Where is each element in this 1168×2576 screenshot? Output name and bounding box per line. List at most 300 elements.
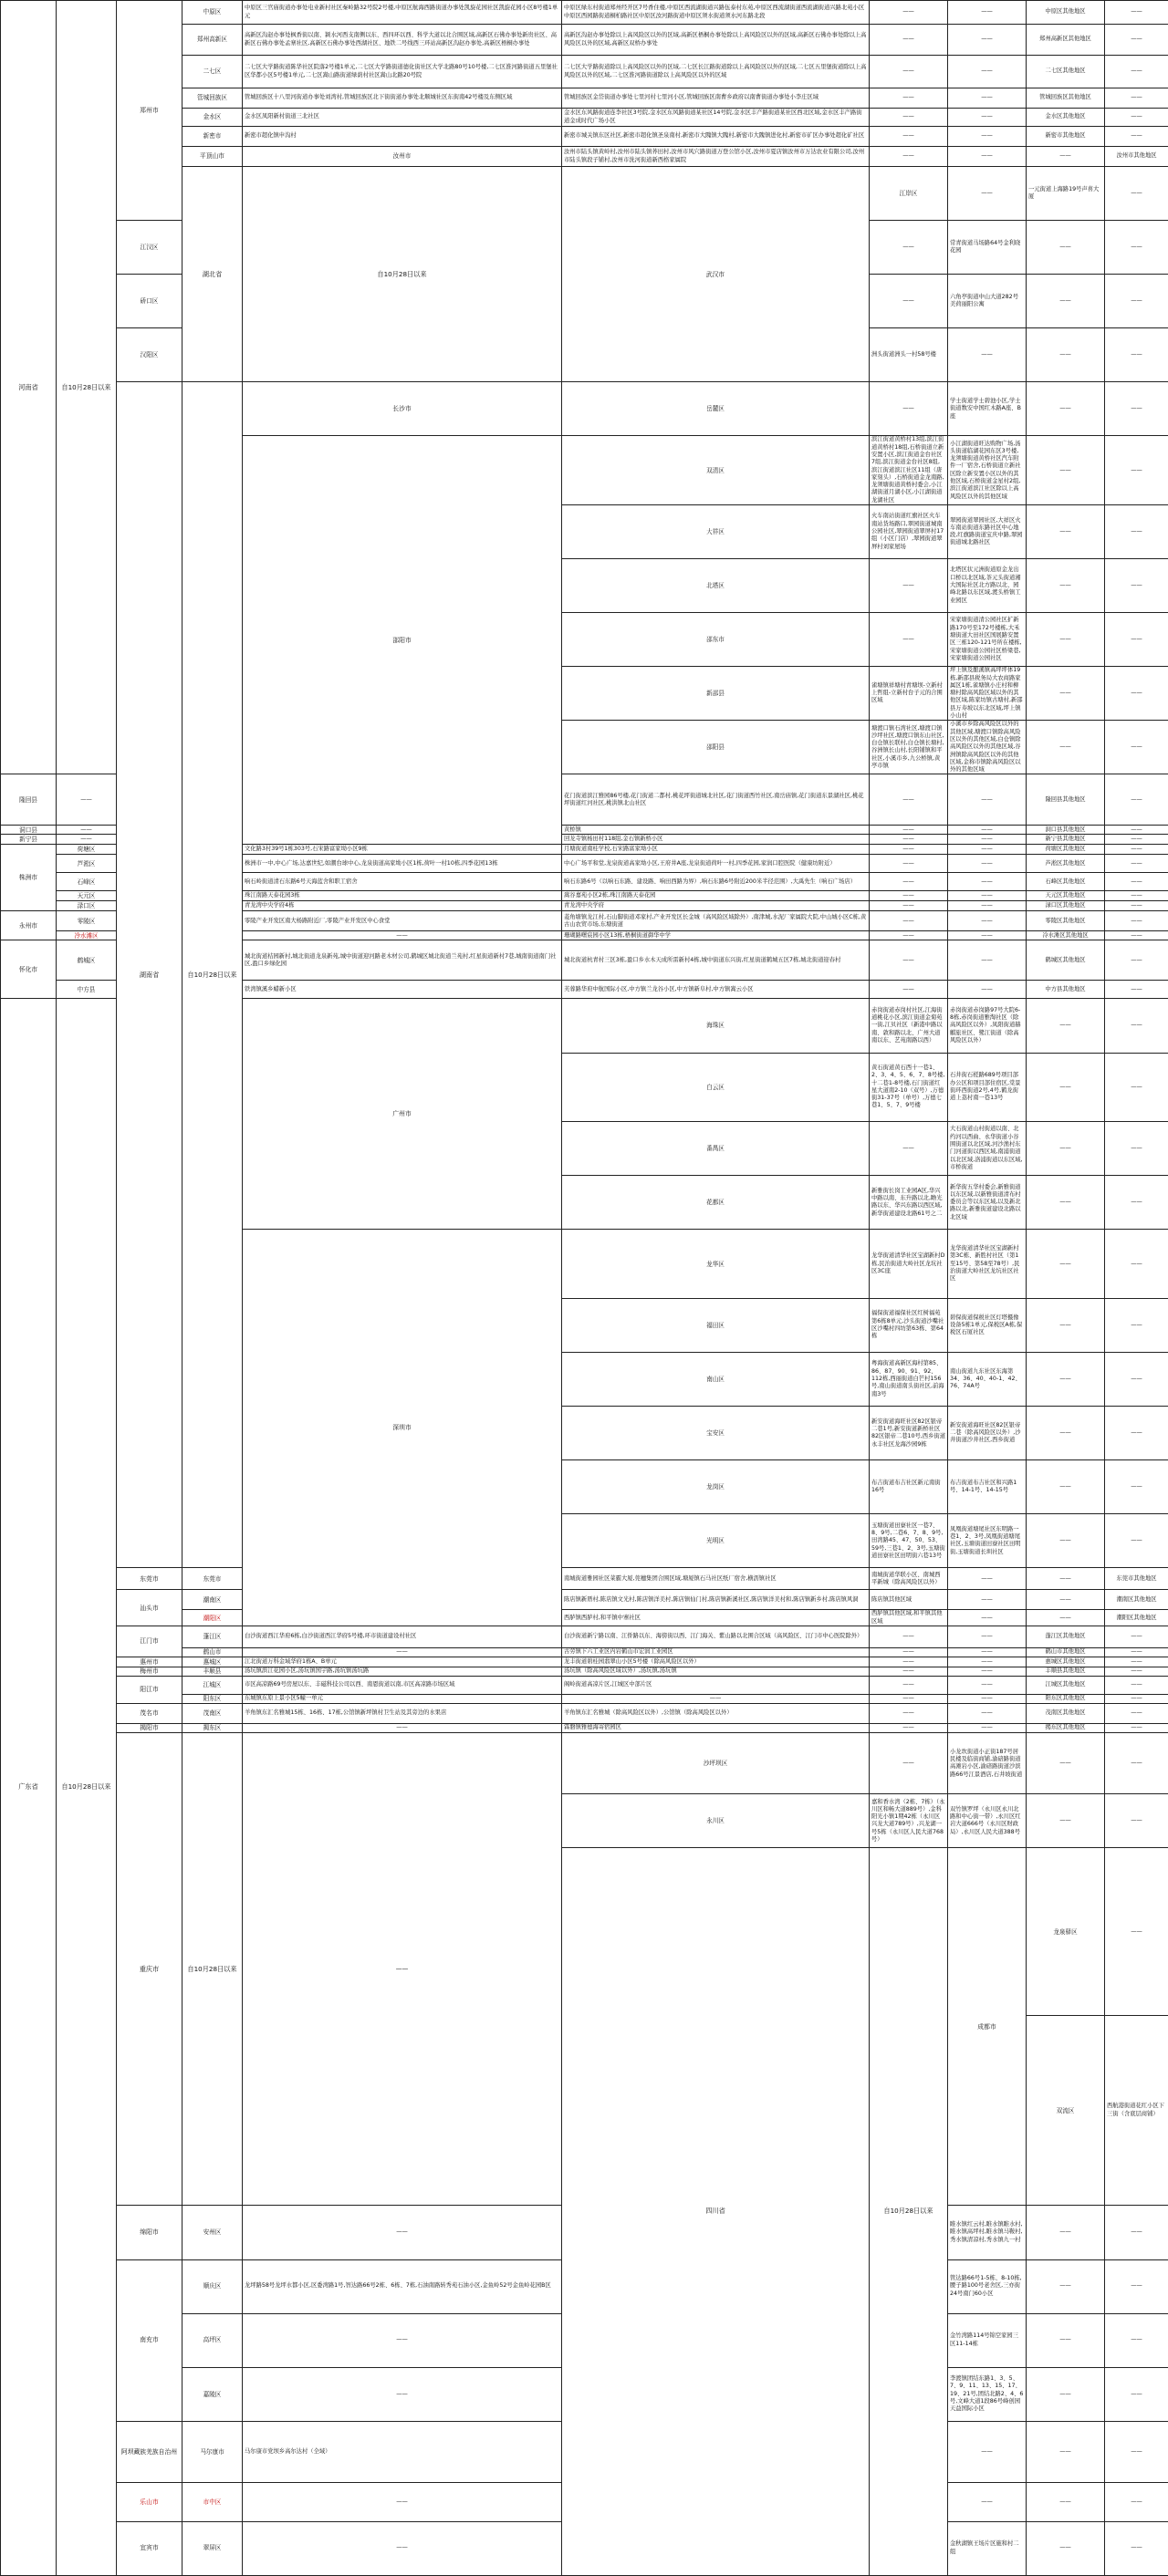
empty-cell: ——	[1027, 382, 1105, 436]
other-area-cell: 新密市其他地区	[1027, 127, 1105, 147]
low-risk-cell: 金水区东风路街道连李社区3号院,金水区东风路街道某社区14号院,金水区丰产路街道某社区西北区域,金水区丰产路街道金成时代广场小区	[562, 109, 870, 127]
empty-cell: ——	[1105, 2206, 1168, 2259]
empty-cell: ——	[948, 25, 1027, 56]
low-risk-cell: 南山街道九东社区东海第34、36、40、40-1、42、76、74A号	[948, 1353, 1027, 1407]
empty-cell: ——	[870, 1704, 948, 1724]
empty-cell: ——	[948, 774, 1027, 826]
other-area-cell: ——	[1105, 845, 1168, 855]
empty-cell: ——	[1027, 1733, 1105, 1794]
district-cell: 番禺区	[562, 1122, 870, 1176]
empty-cell: ——	[948, 1626, 1027, 1648]
other-area-cell: ——	[1105, 940, 1168, 981]
empty-cell: ——	[870, 940, 948, 981]
district-cell: 花都区	[562, 1176, 870, 1230]
empty-cell: ——	[870, 25, 948, 56]
empty-cell: ——	[1105, 275, 1168, 328]
high-risk-cell: ——	[870, 382, 948, 436]
other-area-cell: ——	[1105, 88, 1168, 109]
district-cell: 福田区	[562, 1299, 870, 1353]
city-cell: 东莞市	[117, 1568, 182, 1590]
other-area-cell: ——	[1105, 1648, 1168, 1657]
district-cell: 邵东市	[562, 613, 870, 667]
empty-cell: ——	[948, 1704, 1027, 1724]
district-cell: 嘉陵区	[182, 2367, 243, 2421]
empty-cell: ——	[1027, 1460, 1105, 1514]
low-risk-cell: 布吉街道布吉社区和兴路1号、14-1号、14-15号	[948, 1460, 1027, 1514]
other-area-cell: 潮南区其他地区	[1105, 1590, 1168, 1610]
other-area-cell: 中原区其他地区	[1027, 1, 1105, 25]
low-risk-cell: 小龙坎街道小正街187号居民楼及临街商铺,渝碚路街道高滩岩小区,渝碚路街道沙滨路66号江景酒店,石井坡街道	[948, 1733, 1027, 1794]
empty-cell: ——	[870, 873, 948, 891]
high-risk-cell: ——	[243, 2313, 562, 2367]
district-cell: 天元区	[57, 891, 117, 901]
high-risk-cell: 管城回族区十八里河街道办事处刘湾村,管城回族区北下街街道办事处北顺城社区东街南42号楼及东侧区域	[243, 88, 562, 109]
other-area-cell: ——	[1105, 1, 1168, 25]
high-risk-cell: ——	[243, 931, 562, 940]
other-area-cell: 东莞市其他地区	[1105, 1568, 1168, 1590]
other-area-cell: ——	[1105, 835, 1168, 845]
high-risk-cell: 布吉街道布吉社区新元南街16号	[870, 1460, 948, 1514]
empty-cell: ——	[1105, 1460, 1168, 1514]
empty-cell: ——	[948, 127, 1027, 147]
other-area-cell: 丰顺县其他地区	[1027, 1667, 1105, 1677]
other-area-cell: 潮阳区其他地区	[1105, 1610, 1168, 1626]
table-body	[1, 1, 1168, 2576]
empty-cell: ——	[948, 1568, 1027, 1590]
city-cell: 郑州市	[117, 1, 182, 221]
empty-cell: ——	[870, 1648, 948, 1657]
empty-cell: ——	[948, 845, 1027, 855]
high-risk-cell: 文化路3村39号1栋303号,石宋路富家坳小区9栋	[243, 845, 562, 855]
empty-cell: ——	[1027, 147, 1105, 167]
low-risk-cell: 小江湖街道旺达购物广场,汤头街道临湖花园东区3号楼,龙须塘街道黄桥社区汽车附件一厂宿舍,石桥街道立新社区除立新安置小区以外的其他区域,石桥街道金星村2组,滨江街道滨江社区除以上高风险区以外的其他区域	[948, 436, 1027, 505]
district-cell: 江汉区	[117, 221, 182, 275]
empty-cell: ——	[1105, 221, 1168, 275]
high-risk-cell: ——	[948, 167, 1027, 221]
empty-cell: ——	[948, 109, 1027, 127]
other-area-cell: 石峰区其他地区	[1027, 873, 1105, 891]
city-cell: 茂名市	[117, 1704, 182, 1724]
district-cell: 沙坪坝区	[562, 1733, 870, 1794]
empty-cell: ——	[1105, 667, 1168, 721]
other-area-cell: 郑州高新区其他地区	[1027, 25, 1105, 56]
empty-cell: ——	[870, 931, 948, 940]
high-risk-cell: 马尔康市党坝乡高尔达村（全域）	[243, 2421, 562, 2482]
high-risk-cell: ——	[57, 826, 117, 835]
district-cell: 丰顺县	[182, 1667, 243, 1677]
district-cell: 汝州市	[243, 147, 562, 167]
empty-cell: ——	[1105, 1353, 1168, 1407]
empty-cell: ——	[870, 901, 948, 911]
empty-cell: ——	[1027, 505, 1105, 559]
low-risk-cell: 碧保街道保税社区灯塔摄像设备5栋1单元,保税区A栋,保税区石厦社区	[948, 1299, 1027, 1353]
district-cell: 鹤山市	[182, 1648, 243, 1657]
district-cell: 新邵县	[562, 667, 870, 721]
low-risk-cell: 青龙湾中央学府	[562, 901, 870, 911]
high-risk-cell: ——	[870, 559, 948, 613]
low-risk-cell: 金竹湾路114号锦空家园三区11-14栋	[948, 2313, 1027, 2367]
empty-cell: ——	[870, 1626, 948, 1648]
empty-cell: ——	[948, 1667, 1027, 1677]
low-risk-cell: 南城街道华联小区、南城西平新城（除高风险区以外）	[870, 1568, 948, 1590]
empty-cell: ——	[948, 901, 1027, 911]
empty-cell: ——	[948, 891, 1027, 901]
empty-cell: ——	[948, 1657, 1027, 1667]
empty-cell: ——	[1105, 1053, 1168, 1122]
high-risk-cell: ——	[870, 1122, 948, 1176]
high-risk-cell: 新密市超化镇申沟村	[243, 127, 562, 147]
district-cell: 龙岗区	[562, 1460, 870, 1514]
empty-cell: ——	[870, 1724, 948, 1733]
low-risk-cell: 高新区沟赵办事处除以上高风险区以外的区域,高新区梧桐办事处除以上高风险区以外的区域,高新区石佛办事处除以上高风险区以外的区域,高新区双桥办事处	[562, 25, 870, 56]
other-area-cell: ——	[1105, 891, 1168, 901]
high-risk-cell: 白沙街道西江华府6栋,白沙街道西江华府5号楼,环市街道建设村社区	[243, 1626, 562, 1648]
empty-cell: ——	[948, 855, 1027, 873]
empty-cell: ——	[948, 981, 1027, 999]
low-risk-cell: 赤岗街道赤岗路97号大院6-8栋,赤岗街道雅淘社区（除高风险区以外）,凤阳街道赫麒旅社区、鹭江街道（除高风险区以外）	[948, 999, 1027, 1053]
empty-cell: ——	[948, 1695, 1027, 1704]
empty-cell: ——	[1027, 559, 1105, 613]
city-cell: 长沙市	[243, 382, 562, 436]
high-risk-cell: 黄石街道黄石西十一巷1、2、3、4、5、6、7、8号楼,十二巷1-8号楼,石门街道红星大道南2-10（双号）,万德街31-37号（单号）,万德七巷1、5、7、9号楼	[870, 1053, 948, 1122]
low-risk-cell: 学士街道学士碧池小区,学士街道数安中国红木路A座、B座	[948, 382, 1027, 436]
low-risk-cell: 汤坑镇（除高风险区域以外）,汤坑镇,汤坑镇	[562, 1667, 870, 1677]
other-area-cell: 天元区其他地区	[1027, 891, 1105, 901]
empty-cell: ——	[948, 147, 1027, 167]
empty-cell: ——	[1105, 1407, 1168, 1460]
other-area-cell: ——	[1105, 56, 1168, 88]
low-risk-cell: 北塔区状元洲街道原金龙出口桥以北区域,茶元头街道湘大国际社区北方路以北、园峰北路以东区域,渡头桥镇工业园区	[948, 559, 1027, 613]
empty-cell: ——	[948, 88, 1027, 109]
province-cell: 重庆市	[117, 1733, 182, 2206]
district-cell: 双流区	[1027, 2016, 1105, 2206]
district-cell: 龙华区	[562, 1230, 870, 1299]
empty-cell: ——	[948, 826, 1027, 835]
low-risk-cell: 龙华街道清华社区宝湖新村第3C栋、新胜村社区（第1至15号、第58至78号）,民治街道大岭社区龙坑社区社区	[948, 1230, 1027, 1299]
high-risk-cell: 新安街道海旺社区82区银帝二巷1号,新安街道新桥社区82区银帝二巷10号,西乡街道永丰社区龙海沙园9栋	[870, 1407, 948, 1460]
other-area-cell: ——	[1105, 1626, 1168, 1648]
low-risk-cell: 珊瑚路曙宸园小区13栋,梧桐街道御华中学	[562, 931, 870, 940]
empty-cell: ——	[1027, 2521, 1105, 2575]
district-cell: 硚口区	[117, 275, 182, 328]
table-row	[1, 1, 1168, 25]
high-risk-cell: ——	[870, 1733, 948, 1794]
city-cell: 永州市	[1, 911, 57, 940]
high-risk-cell: ——	[57, 774, 117, 826]
province-cell: 广东省	[1, 999, 57, 2575]
empty-cell: ——	[870, 981, 948, 999]
empty-cell: ——	[870, 56, 948, 88]
table-row	[1, 1704, 1168, 1724]
district-cell: 新密市	[182, 127, 243, 147]
other-area-cell: 汝州市其他地区	[1105, 147, 1168, 167]
high-risk-cell: 玉塘街道田寮社区一巷7、8、9号,二巷6、7、8、9号,田湾路45、47、50、53、59号,三巷1、2、3号,玉塘街道田寮社区田明街六巷13号	[870, 1514, 948, 1568]
district-cell: 郑州高新区	[182, 25, 243, 56]
city-cell: 阿坝藏族羌族自治州	[117, 2421, 182, 2482]
low-risk-cell: 李渡镇团结东路1、3、5、7、9、11、13、15、17、19、21号,团结北路2、4、6号,文峰大道1段86号峰创园天益国际小区	[948, 2367, 1027, 2421]
high-risk-cell: 粤海街道高新区海村第85、86、87、90、91、92、112栋,西丽街道白芒村156号,南山街道南头街社区,前海南3号	[870, 1353, 948, 1407]
city-cell: 汕头市	[117, 1590, 182, 1626]
low-risk-cell: ——	[870, 147, 948, 167]
district-cell: 高坪区	[182, 2313, 243, 2367]
empty-cell: ——	[1027, 1514, 1105, 1568]
other-area-cell: 蓬江区其他地区	[1027, 1626, 1105, 1648]
high-risk-cell: ——	[870, 613, 948, 667]
city-cell: 惠州市	[117, 1657, 182, 1667]
high-risk-cell: 福保街道福保社区红树福苑第6栋8单元,沙头街道沙嘴社区沙嘴村四坊第63栋、第64栋	[870, 1299, 948, 1353]
high-risk-cell: 火车南站街道红旗社区火车南站货场路口,翠园街道城南公园社区,翠园街道翠屏村17组（小区门店）,翠园街道翠屏村刘家屋场	[870, 505, 948, 559]
low-risk-cell: 回龙寺镇杨田村118组,金石镇新桥小区	[562, 835, 870, 845]
empty-cell: ——	[1105, 436, 1168, 505]
province-cell: 湖南省	[117, 382, 182, 1568]
empty-cell: ——	[870, 1667, 948, 1677]
district-cell: 马尔康市	[182, 2421, 243, 2482]
district-cell: 潮南区	[182, 1590, 243, 1610]
city-cell: 绵阳市	[117, 2206, 182, 2259]
other-area-cell: ——	[1105, 109, 1168, 127]
district-cell: 金水区	[182, 109, 243, 127]
high-risk-cell: ——	[1105, 1848, 1168, 2016]
district-cell: 管城回族区	[182, 88, 243, 109]
city-cell: 邵阳市	[243, 436, 562, 845]
empty-cell: ——	[1105, 167, 1168, 221]
high-risk-cell: 汝州市陆头镇黄岭村,汝州市陆头镇荞田村,汝州市风穴路街道万登公馆小区,汝州市夏店镇汝州市万达农业有限公司,汝州市陆头镇段子铺村,汝州市洗河街道新西格家属院	[562, 147, 870, 167]
city-cell: 南充市	[117, 2259, 182, 2421]
district-cell: 海珠区	[562, 999, 870, 1053]
empty-cell: ——	[1027, 1590, 1105, 1610]
empty-cell: ——	[870, 1695, 948, 1704]
empty-cell: ——	[1027, 1407, 1105, 1460]
city-cell: 宜宾市	[117, 2521, 182, 2575]
empty-cell: ——	[1105, 1230, 1168, 1299]
empty-cell: ——	[870, 127, 948, 147]
other-area-cell: 金水区其他地区	[1027, 109, 1105, 127]
high-risk-cell: 金水区凤阳新村街道三北社区	[243, 109, 562, 127]
high-risk-cell: 雀塘镇祥塘村青塘坝-立新村上哲组-立新村台子元的合围区域	[870, 667, 948, 721]
district-cell: 中方县	[57, 981, 117, 999]
high-risk-cell: 龙坪路58号龙坪水都小区,区委湾路1号,智达路66号2栋、6栋、7栋,石油南路转秀苑石油小区,金鱼岭52号金鱼岭花园B区	[243, 2259, 562, 2313]
other-area-cell: ——	[1105, 1657, 1168, 1667]
date-cell: 自10月28日以来	[243, 167, 562, 382]
district-cell: 荷塘区	[57, 845, 117, 855]
high-risk-cell: 江北街道万科金域华府1栋A、B单元	[243, 1657, 562, 1667]
empty-cell: ——	[870, 835, 948, 845]
other-area-cell: ——	[1105, 981, 1168, 999]
date-cell: 自10月28日以来	[870, 1848, 948, 2575]
empty-cell: ——	[1105, 2521, 1168, 2575]
high-risk-cell: ——	[870, 275, 948, 328]
empty-cell: ——	[1027, 1610, 1105, 1626]
empty-cell: ——	[1027, 2313, 1105, 2367]
district-cell: 石峰区	[57, 873, 117, 891]
low-risk-cell: 坪上镇及酿溪镇高坪坪体19栋,新邵县税务局大农商路家属区1栋,雀塘镇小庄村和柳塘村除高风险区域以外的其他区域,陈家坊镇古塘村,新邵县万寿坡以东北区域,坪上镇小山村	[948, 667, 1027, 721]
other-area-cell: 渌口区其他地区	[1027, 901, 1105, 911]
table-row	[1, 1590, 1168, 1610]
other-area-cell: ——	[1105, 901, 1168, 911]
district-cell: 潮阳区	[182, 1610, 243, 1626]
empty-cell: ——	[1105, 2313, 1168, 2367]
other-area-cell: 荷塘区其他地区	[1027, 845, 1105, 855]
low-risk-cell: 双竹镇罗坪（永川区永川北路和中心街一带）,永川区红岩大道666号（永川区财政局）,永川区人民大道388号	[948, 1794, 1027, 1848]
district-cell: 南山区	[562, 1353, 870, 1407]
high-risk-cell: 汤坑镇滨江花园小区,汤坑镇国宇路,汤坑镇汤坑路	[243, 1667, 562, 1677]
empty-cell: ——	[1027, 275, 1105, 328]
empty-cell: ——	[948, 1724, 1027, 1733]
low-risk-cell: 中原区绿东村街道郑州经开区7号香住楼,中原区西流湖街道兴路伍泰村东苑,中原区西流湖街道西流湖街道兴路北苑小区中原区西园路街道桐柏路社区中原区汝河路街道中原区须水街道须水河东路北段	[562, 1, 870, 25]
empty-cell: ——	[1027, 721, 1105, 774]
district-cell: 二七区	[182, 56, 243, 88]
low-risk-cell: 小溪市乡除高风险区以外的其他区域,塘渡口镇除高风险区以外的其他区域,白仓镇除高风险区以外的其他区域,谷洲镇除高风险区以外的其他区域,金称市镇除高风险区以外的其他区域	[948, 721, 1027, 774]
empty-cell: ——	[1027, 667, 1105, 721]
empty-cell: ——	[1027, 2367, 1105, 2421]
other-area-cell: ——	[1105, 911, 1168, 931]
low-risk-cell: 响石东路6号（以响石东路、建设路、响田西路为界）,响石东路6号附近200米半径范围）,大禹先生（响石广场店）	[562, 873, 870, 891]
district-cell: 宝安区	[562, 1407, 870, 1460]
high-risk-cell: 珠江南路天泰花园3栋	[243, 891, 562, 901]
empty-cell: ——	[948, 1648, 1027, 1657]
low-risk-cell: ——	[948, 328, 1027, 382]
district-cell: 光明区	[562, 1514, 870, 1568]
empty-cell: ——	[1105, 2421, 1168, 2482]
table-row	[1, 1667, 1168, 1677]
empty-cell: ——	[1027, 1053, 1105, 1122]
district-cell: 翠屏区	[182, 2521, 243, 2575]
low-risk-cell: 城北街道杭青村三区3栋,盈口乡水木天成所雷新村4栋,城中街道东兴街,红星街道鹤城五区7栋,城北街道迎春村	[562, 940, 870, 981]
high-risk-cell: ——	[243, 1648, 562, 1657]
low-risk-cell: ——	[948, 2421, 1027, 2482]
high-risk-cell: 羊角镇东汇名雅城15栋、16栋、17栋,公馆镇新坪镇村卫生站及其旁边的水果店	[243, 1704, 562, 1724]
other-area-cell: 鹤山市其他地区	[1027, 1648, 1105, 1657]
empty-cell: ——	[870, 109, 948, 127]
high-risk-cell: 赤岗街道赤岗村社区,江海街道桃花小区,滨江街道金菊苑一街,江贝社区（新港中路以南、敦和路以北、广州大道南以东、艺苑南路以西）	[870, 999, 948, 1053]
province-cell: 河南省	[1, 1, 57, 774]
empty-cell: ——	[948, 1, 1027, 25]
district-cell: 岳麓区	[562, 382, 870, 436]
city-cell: 怀化市	[1, 940, 57, 999]
empty-cell: ——	[870, 855, 948, 873]
other-area-cell: ——	[1105, 127, 1168, 147]
district-cell: 零陵区	[57, 911, 117, 931]
district-cell: 白云区	[562, 1053, 870, 1122]
other-area-cell: ——	[1105, 873, 1168, 891]
high-risk-cell: 洲头街道洲头一村58号楼	[870, 328, 948, 382]
city-cell: 株洲市	[1, 845, 57, 911]
other-area-cell: 芦淞区其他地区	[1027, 855, 1105, 873]
district-cell: 汉阳区	[117, 328, 182, 382]
district-cell: 北塔区	[562, 559, 870, 613]
empty-cell: ——	[1105, 1514, 1168, 1568]
other-area-cell: 中方县其他地区	[1027, 981, 1105, 999]
high-risk-cell: 新雅街长岗工业园A区,华兴中路以南、东升路以北,瞻光路以东、华兴东路以西区域,新华街道建设北路61号之二	[870, 1176, 948, 1230]
city-cell: 江门市	[117, 1626, 182, 1657]
low-risk-cell: 凤凰街道塘尾社区东明路一巷1、2、3号,凤凰街道塘尾社区,玉塘街道田寮社区田明街,玉塘街道长圳社区	[948, 1514, 1027, 1568]
empty-cell: ——	[948, 835, 1027, 845]
low-risk-cell: 六角亭街道中山大道282号美荷丽阳公寓	[948, 275, 1027, 328]
empty-cell: ——	[948, 1677, 1027, 1695]
high-risk-cell: 塘渡口镇石湾社区,塘渡口镇沙坪社区,塘渡口镇东山社区,白仓镇长联村,白仓镇长塘村,谷洲镇长山村,长阳铺镇和平社区,小溪市乡,九公桥镇,黄亭市镇	[870, 721, 948, 774]
empty-cell: ——	[1105, 613, 1168, 667]
high-risk-cell: 南城街道雅园社区菜霸大厦,莞穗集团合围区域,塘厦镇石马社区纸厂宿舍,横沥镇社区	[562, 1568, 870, 1590]
district-cell: 惠城区	[182, 1657, 243, 1667]
city-cell: 成都市	[948, 1848, 1027, 2206]
low-risk-cell: 宋家塘街道清公园社区扩新路170号至172号楼栋,大禾塘街道大田社区国展路安置区三栋120-121号所在楼栋,宋家塘街道公园社区桥梁巷,宋家塘街道公园社区	[948, 613, 1027, 667]
low-risk-cell: 常青街道马场路64号金利晓花园	[948, 221, 1027, 275]
city-cell: 平顶山市	[182, 147, 243, 167]
table-row	[1, 1677, 1168, 1695]
empty-cell: ——	[1105, 328, 1168, 382]
low-risk-cell: 二七区大学路街道除以上高风险区以外的区域,二七区长江路街道除以上高风险区以外的区域,二七区五里堡街道除以上高风险区以外的区域,二七区淮河路街道除以上高风险区以外的区域	[562, 56, 870, 88]
district-cell: 市中区	[182, 2483, 243, 2521]
empty-cell: ——	[1105, 2259, 1168, 2313]
other-area-cell: ——	[1105, 1704, 1168, 1724]
high-risk-cell: 滨江街道黄桥村13组,滨江街道黄桥村18组,石桥街道立新安置小区,滨江街道金台社区7组,滨江街道金台社区8组,滨江街道滨江社区11组（唐家刻头）,石桥街道金龙南路,龙须塘街道黄桥村委会,小江湖街道月湖小区,小江湖街道龙湖社区	[870, 436, 948, 505]
empty-cell: ——	[1027, 221, 1105, 275]
other-area-cell: ——	[1105, 1667, 1168, 1677]
high-risk-cell: 陈店镇新厝村,陈店镇文光村,陈店镇洋美村,陈店镇仙门村,陈店镇新溪社区,陈店镇洋美村和,陈店镇新乡村,陈店镇风洞	[562, 1590, 870, 1610]
district-cell: 大祥区	[562, 505, 870, 559]
other-area-cell: 隆回县其他地区	[1027, 774, 1105, 826]
empty-cell: ——	[1027, 1568, 1105, 1590]
district-cell: 安州区	[182, 2206, 243, 2259]
empty-cell: ——	[870, 1677, 948, 1695]
low-risk-cell: 羊角镇东汇名雅城（除高风险区以外）,公馆镇（除高风险区以外）	[562, 1704, 870, 1724]
low-risk-cell: 睢水镇红云村,睢水镇睢水村,睢水镇高坪村,睢水镇马鞍村,秀水镇清凉村,秀水镇九一村	[948, 2206, 1027, 2259]
low-risk-cell: 菱角塘镇龙江村,石山脚街道邓家村,产业开发区长金城（高风险区域除外）,南津城,水泥厂家属院大院,中山城小区C栋,黄古山农贸市场,东塘街道	[562, 911, 870, 931]
empty-cell: ——	[1105, 2367, 1168, 2421]
high-risk-cell: 株洲市一中,中心广场,达嘉世纪,如潮台球中心,龙泉街道高家坳小区1栋,荷叶一村10栋,四季花园13栋	[243, 855, 562, 873]
low-risk-cell: 西胪镇其他区域,和平镇其他区域	[870, 1610, 948, 1626]
province-cell: 湖北省	[182, 167, 243, 382]
empty-cell: ——	[1105, 2483, 1168, 2521]
low-risk-cell: ——	[562, 1695, 870, 1704]
other-area-cell: 洞口县其他地区	[1027, 826, 1105, 835]
district-cell: 新宁县	[1, 835, 57, 845]
city-cell: ——	[243, 1733, 562, 2206]
low-risk-cell: 中心广场平和堂,龙泉街道高家坳小区,王府井A座,龙泉街道荷叶一村,四季花园,家润口腔医院（健康坊附近）	[562, 855, 870, 873]
other-area-cell: ——	[1105, 774, 1168, 826]
district-cell: 揭东区	[182, 1724, 243, 1733]
empty-cell: ——	[948, 56, 1027, 88]
empty-cell: ——	[948, 873, 1027, 891]
low-risk-cell: 阁岭街道高凉片区,江城区中部片区	[562, 1677, 870, 1695]
empty-cell: ——	[1027, 1230, 1105, 1299]
empty-cell: ——	[948, 940, 1027, 981]
low-risk-cell: 一元街道上海路19号声喜大厦	[1027, 167, 1105, 221]
low-risk-cell: 金秋湖镇王场片区施和村二组	[948, 2521, 1027, 2575]
empty-cell: ——	[1027, 999, 1105, 1053]
city-cell: 广州市	[243, 999, 562, 1230]
low-risk-cell: 管城回族区金岱街道办事处七里河村七里河小区,管城回族区南曹乡政府以南曹街道办事处小李庄区域	[562, 88, 870, 109]
low-risk-cell: 花门街道滨江雅园86号楼,花门街道二都村,桃花坪街道城北社区,花门街道西竹社区,南岳庙镇,花门街道东景湖社区,桃花坪街道红河社区,桃洪镇北山社区	[562, 774, 870, 826]
other-area-cell: 揭东区其他地区	[1027, 1724, 1105, 1733]
high-risk-cell: ——	[243, 1724, 562, 1733]
empty-cell: ——	[1027, 328, 1105, 382]
other-area-cell: 新宁县其他地区	[1027, 835, 1105, 845]
empty-cell: ——	[1027, 1122, 1105, 1176]
other-area-cell: 管城回族区其他地区	[1027, 88, 1105, 109]
low-risk-cell: 翠园街道翠园社区,大祥区火车南站街道东路社区中心地段,红旗路街道宝庆中路,翠园街道城北路社区	[948, 505, 1027, 559]
high-risk-cell: 青龙湾中央学府4栋	[243, 901, 562, 911]
empty-cell: ——	[870, 911, 948, 931]
date-cell: 自10月28日以来	[57, 999, 117, 2575]
city-cell: 武汉市	[562, 167, 870, 382]
high-risk-cell: 响石岭街道清石东路6号天海蓝舍和职工宿舍	[243, 873, 562, 891]
empty-cell: ——	[1027, 2259, 1105, 2313]
city-cell: 阳江市	[117, 1677, 182, 1704]
empty-cell: ——	[1105, 1122, 1168, 1176]
low-risk-cell: 新华街五华村委会,新雅街道以东区域,以新雅街道清布村委员会等以东区域,以及新北路以北,新雅街道建设北路以北区域	[948, 1176, 1027, 1230]
district-cell: 冷水滩区	[57, 931, 117, 940]
